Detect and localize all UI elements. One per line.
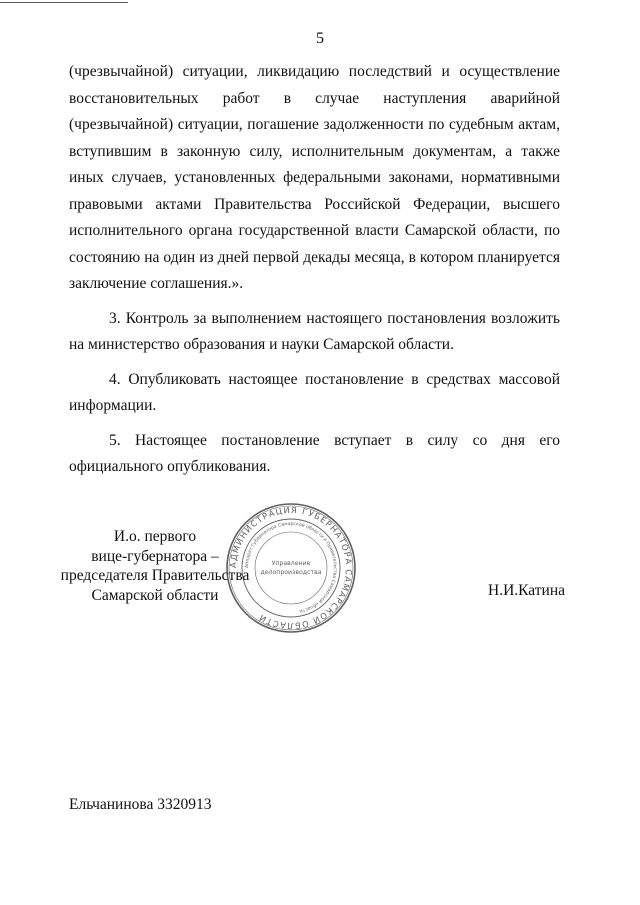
paragraph-3: 3. Контроль за выполнением настоящего постановления возложить на министерство образования и науки Самарской области. [69, 309, 560, 353]
stamp-center-line-2: делопроизводства [260, 569, 322, 576]
signatory-name: Н.И.Катина [488, 582, 565, 599]
signatory-position-line: Самарской области [91, 586, 219, 604]
stamp-outer-text: АДМИНИСТРАЦИЯ ГУБЕРНАТОРА САМАРСКОЙ ОБЛАСТИ [227, 504, 355, 632]
paragraph-continuation: (чрезвычайной) ситуации, ликвидацию последствий и осуществление восстановительных работ в случае наступления аварийной (чрезвычайной) ситуации, погашение задолженности по судебным актам, вступившим в законную силу, исполнительным документам, а также иных случаев, установленных федеральными законами, нормативными правовыми актами Правительства Российской Федерации, высшего исполнительного органа государственной власти Самарской области, по состоянию на один из дней первой декады месяца, в котором планируется заключение соглашения.». [69, 63, 560, 292]
top-rule [0, 2, 128, 3]
signatory-position-line: председателя Правительства [60, 567, 250, 584]
signatory-position-line: вице-губернатора – [91, 547, 219, 565]
paragraph-5: 5. Настоящее постановление вступает в силу со дня его официального опубликования. [69, 431, 560, 475]
stamp-center-line-1: Управление [271, 560, 311, 567]
page-number: 5 [316, 30, 324, 47]
official-seal-stamp [225, 502, 357, 634]
svg-text:Аппарат Губернатора Самарской [244, 521, 337, 613]
signatory-position [60, 527, 250, 605]
signatory-position-line: И.о. первого [113, 528, 197, 545]
paragraph-4: 4. Опубликовать настоящее постановление в средствах массовой информации. [69, 370, 560, 414]
stamp-inner-text: Аппарат Губернатора Самарской области и Правительства Самарской области [244, 521, 338, 614]
document-body [69, 59, 560, 481]
executor-contact: Ельчанинова 3320913 [69, 796, 212, 813]
